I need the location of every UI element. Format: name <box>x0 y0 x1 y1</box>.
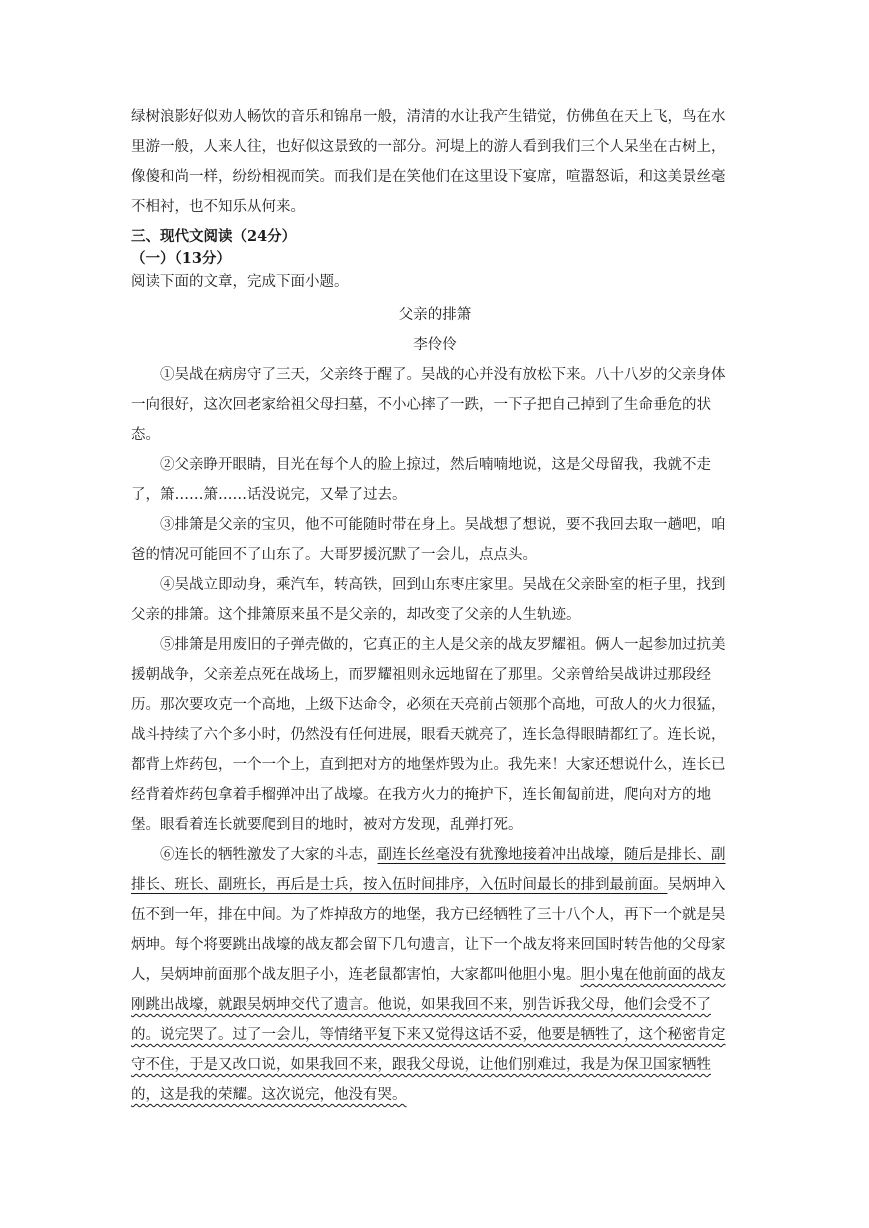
paragraph-6-middle: 吴炳坤入伍不到一年，排在中间。为了炸掉敌方的地堡，我方已经牺牲了三十八个人，再下一个就是吴炳坤。每个将要跳出战壕的战友都会留下几句遗言，让下一个战友将来回国时转告他的父母家人，吴炳坤前面那个战友胆子小，连老鼠都害怕，大家都叫他胆小鬼。 <box>131 877 726 983</box>
paragraph-1: ①吴战在病房守了三天，父亲终于醒了。吴战的心并没有放松下来。八十八岁的父亲身体一向很好，这次回老家给祖父母扫墓，不小心摔了一跌，一下子把自己掉到了生命垂危的状态。 <box>131 367 726 443</box>
article-title: 父亲的排箫 <box>398 307 472 323</box>
wavy-underlined-passage: 胆小鬼在他前面的战友刚跳出战壕，就跟吴炳坤交代了遗言。他说，如果我回不来，别告诉我父母，他们会受不了的。说完哭了。过了一会儿，等情绪平复下来又觉得这话不妥，他要是牺牲了，这个秘密肯定守不住，于是又改口说，如果我回不来，跟我父母说，让他们别难过，我是为保卫国家牺牲的，这是我的荣耀。这次说完，他没有哭。 <box>131 967 726 1103</box>
section-subheading: （一）（13分） <box>131 250 231 267</box>
article-author: 李伶伶 <box>413 337 457 353</box>
intro-paragraph: 绿树浪影好似劝人畅饮的音乐和锦帛一般，清清的水让我产生错觉，仿佛鱼在天上飞，鸟在水里游一般，人来人往，也好似这景致的一部分。河堤上的游人看到我们三个人呆坐在古树上，像傻和尚一样，纷纷相视而笑。而我们是在笑他们在这里设下宴席，喧嚣怒诟，和这美景丝毫不相衬，也不知乐从何来。 <box>131 109 726 215</box>
underlined-sentence: 副连长丝毫没有犹豫地接着冲出战壕，随后是排长、副排长、班长、副班长，再后是士兵，按入伍时间排序，入伍时间最长的排到最前面。 <box>131 847 726 893</box>
paragraph-6-start: ⑥连长的牺牲激发了大家的斗志， <box>160 847 378 863</box>
paragraph-2: ②父亲睁开眼睛，目光在每个人的脸上掠过，然后喃喃地说，这是父母留我，我就不走了，箫……箫……话没说完，又晕了过去。 <box>131 457 711 503</box>
reading-instruction: 阅读下面的文章，完成下面小题。 <box>131 274 349 290</box>
paragraph-4: ④吴战立即动身，乘汽车，转高铁，回到山东枣庄家里。吴战在父亲卧室的柜子里，找到父亲的排箫。这个排箫原来虽不是父亲的，却改变了父亲的人生轨迹。 <box>131 577 726 623</box>
paragraph-5: ⑤排箫是用废旧的子弹壳做的，它真正的主人是父亲的战友罗耀祖。俩人一起参加过抗美援朝战争，父亲差点死在战场上，而罗耀祖则永远地留在了那里。父亲曾给吴战讲过那段经历。那次要攻克一个高地，上级下达命令，必须在天亮前占领那个高地，可敌人的火力很猛，战斗持续了六个多小时，仍然没有任何进展，眼看天就亮了，连长急得眼睛都红了。连长说，都背上炸药包，一个一个上，直到把对方的地堡炸毁为止。我先来！大家还想说什么，连长已经背着炸药包拿着手榴弹冲出了战壕。在我方火力的掩护下，连长匍匐前进，爬向对方的地堡。眼看着连长就要爬到目的地时，被对方发现，乱弹打死。 <box>131 637 726 833</box>
section-heading: 三、现代文阅读（24分） <box>131 228 297 245</box>
document-page <box>131 102 739 1110</box>
paragraph-3: ③排箫是父亲的宝贝，他不可能随时带在身上。吴战想了想说，要不我回去取一趟吧，咱爸的情况可能回不了山东了。大哥罗援沉默了一会儿，点点头。 <box>131 517 726 563</box>
paragraph-6 <box>131 840 739 1110</box>
